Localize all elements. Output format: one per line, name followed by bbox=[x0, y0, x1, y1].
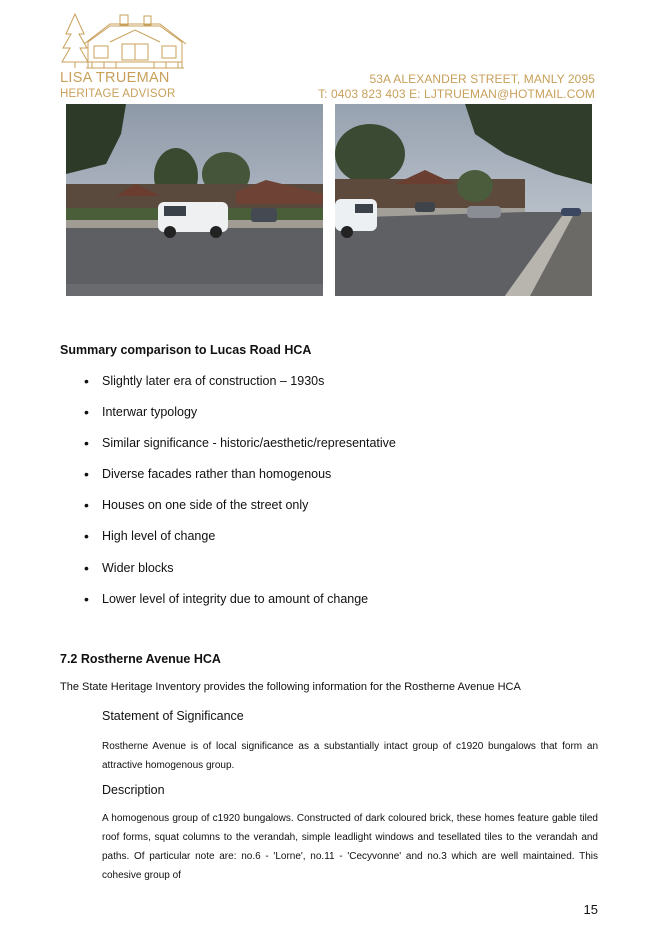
summary-heading: Summary comparison to Lucas Road HCA bbox=[60, 343, 312, 357]
section-intro: The State Heritage Inventory provides the following information for the Rostherne Avenue HCA bbox=[60, 681, 521, 693]
street-photo-right bbox=[335, 104, 592, 296]
brand-name: LISA TRUEMAN bbox=[60, 70, 170, 86]
section-heading: 7.2 Rostherne Avenue HCA bbox=[60, 652, 221, 666]
statement-heading: Statement of Significance bbox=[102, 709, 244, 723]
brand-subtitle: HERITAGE ADVISOR bbox=[60, 88, 176, 100]
header-contact: T: 0403 823 403 E: LJTRUEMAN@HOTMAIL.COM bbox=[318, 87, 595, 101]
page-number: 15 bbox=[583, 902, 598, 917]
header-address: 53A ALEXANDER STREET, MANLY 2095 bbox=[369, 72, 595, 86]
summary-bullet-list bbox=[60, 372, 396, 621]
bullet-item: • High level of change bbox=[60, 527, 396, 558]
heritage-house-logo-icon bbox=[60, 12, 190, 70]
bullet-item: • Houses on one side of the street only bbox=[60, 496, 396, 527]
description-heading: Description bbox=[102, 783, 165, 797]
description-text: A homogenous group of c1920 bungalows. Constructed of dark coloured brick, these homes feature gable tiled roof forms, squat columns to the verandah, simple leadlight windows and tesellated tiles to the verandah and paths. Of particular note are: no.6 - 'Lorne', no.11 - 'Cecyvonne' and no.3 which are well maintained. This cohesive group of bbox=[102, 813, 598, 881]
bullet-item: • Similar significance - historic/aesthetic/representative bbox=[60, 434, 396, 465]
bullet-item: • Lower level of integrity due to amount of change bbox=[60, 590, 396, 621]
statement-text: Rostherne Avenue is of local significance as a substantially intact group of c1920 bungalows that form an attractive homogenous group. bbox=[102, 741, 598, 771]
bullet-item: • Wider blocks bbox=[60, 559, 396, 590]
bullet-item: • Interwar typology bbox=[60, 403, 396, 434]
bullet-item: • Slightly later era of construction – 1930s bbox=[60, 372, 396, 403]
street-photo-left bbox=[66, 104, 323, 296]
bullet-item: • Diverse facades rather than homogenous bbox=[60, 465, 396, 496]
